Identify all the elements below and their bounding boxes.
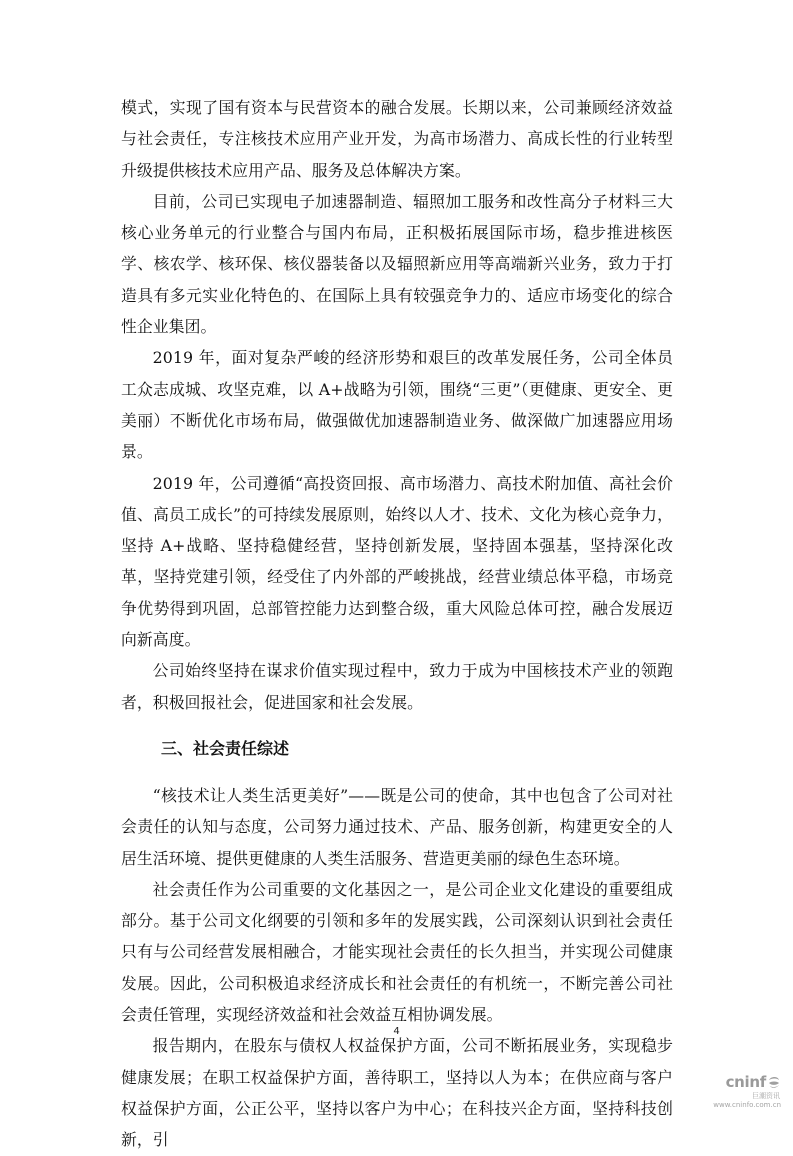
paragraph-continued: 模式，实现了国有资本与民营资本的融合发展。长期以来，公司兼顾经济效益与社会责任，专注核技术应用产业开发，为高市场潜力、高成长性的行业转型升级提供核技术应用产品、服务及总体解决方案。 [121, 98, 673, 180]
page-body [121, 92, 673, 1156]
paragraph-2019-market: 2019 年，面对复杂严峻的经济形势和艰巨的改革发展任务，公司全体员工众志成城、攻坚克难，以 A+战略为引领，围绕“三更”（更健康、更安全、更美丽）不断优化市场布局，做强做优加速器制造业务、做深做广加速器应用场景。 [121, 348, 673, 462]
paragraph-value-pursuit: 公司始终坚持在谋求价值实现过程中，致力于成为中国核技术产业的领跑者，积极回报社会，促进国家和社会发展。 [121, 661, 673, 712]
watermark-url: www.cninfo.com.cn [713, 1101, 781, 1109]
watermark-logo [701, 1072, 781, 1092]
paragraph-mission: “核技术让人类生活更美好”——既是公司的使命，其中也包含了公司对社会责任的认知与态度，公司努力通过技术、产品、服务创新，构建更安全的人居生活环境、提供更健康的人类生活服务、营造更美丽的绿色生态环境。 [121, 785, 673, 868]
cninfo-swirl-logo-icon [767, 1075, 781, 1089]
cninfo-watermark [701, 1072, 781, 1108]
watermark-brand-cn: 巨潮资讯 [752, 1092, 780, 1100]
paragraph-2019-principles: 2019 年，公司遵循“高投资回报、高市场潜力、高技术附加值、高社会价值、高员工成长”的可持续发展原则，始终以人才、技术、文化为核心竞争力，坚持 A+战略、坚持稳健经营，坚持创新发展，坚持固本强基，坚持深化改革，坚持党建引领，经受住了内外部的严峻挑战，经营业绩总体平稳，市场竞争优势得到巩固，总部管控能力达到整合级，重大风险总体可控，融合发展迈向新高度。 [121, 473, 673, 650]
paragraph-reporting-period: 报告期内，在股东与债权人权益保护方面，公司不断拓展业务，实现稳步健康发展；在职工权益保护方面，善待职工，坚持以人为本；在供应商与客户权益保护方面，公正公平，坚持以客户为中心；在科技兴企方面，坚持科技创新，引 [121, 1036, 673, 1150]
section-heading: 三、社会责任综述 [161, 739, 290, 759]
paragraph-business-units: 目前，公司已实现电子加速器制造、辐照加工服务和改性高分子材料三大核心业务单元的行业整合与国内布局，正积极拓展国际市场，稳步推进核医学、核农学、核环保、核仪器装备以及辐照新应用等高端新兴业务，致力于打造具有多元实业化特色的、在国际上具有较强竞争力的、适应市场变化的综合性企业集团。 [121, 191, 673, 337]
watermark-brand: cninf [725, 1073, 766, 1091]
page-number: 4 [393, 1026, 400, 1037]
paragraph-culture: 社会责任作为公司重要的文化基因之一，是公司企业文化建设的重要组成部分。基于公司文化纲要的引领和多年的发展实践，公司深刻认识到社会责任只有与公司经营发展相融合，才能实现社会责任的长久担当，并实现公司健康发展。因此，公司积极追求经济成长和社会责任的有机统一，不断完善公司社会责任管理，实现经济效益和社会效益互相协调发展。 [121, 879, 673, 1025]
